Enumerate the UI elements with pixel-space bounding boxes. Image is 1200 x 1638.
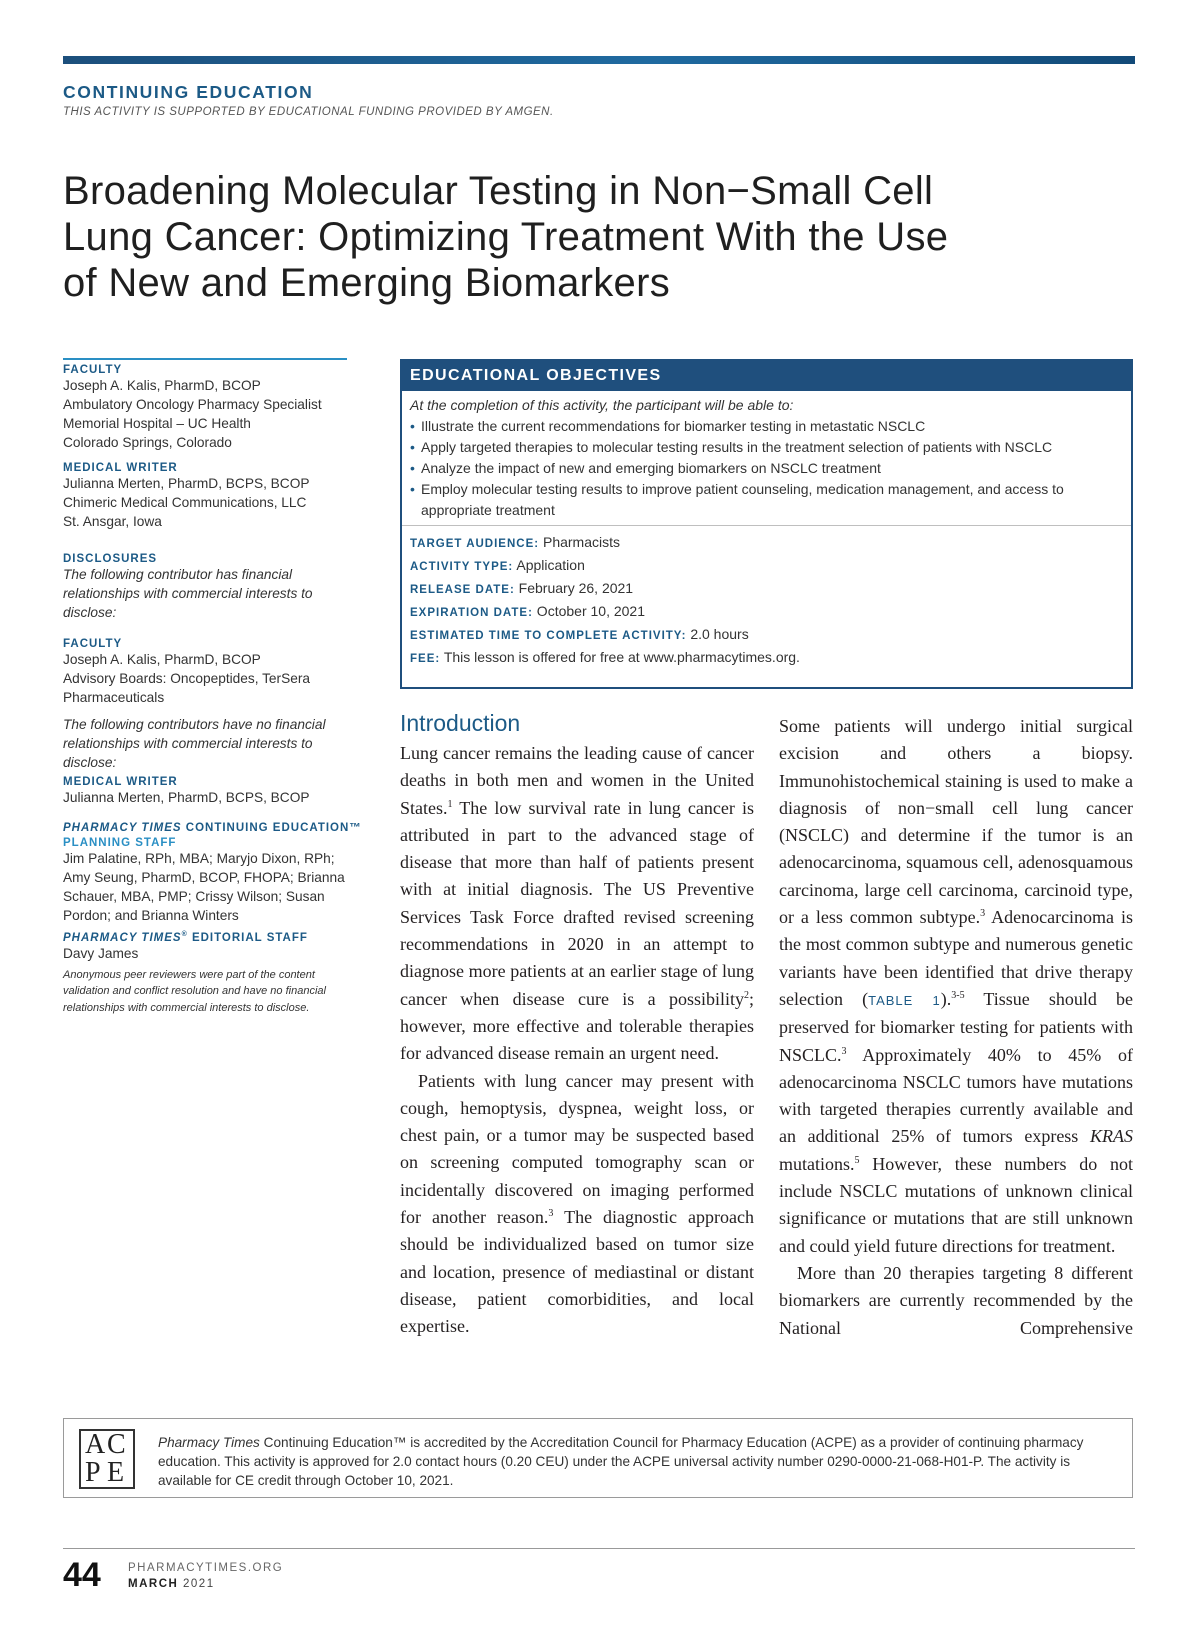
accreditation-text bbox=[158, 1433, 1098, 1490]
objectives-body bbox=[402, 391, 1131, 670]
sidebar-rule bbox=[63, 358, 347, 360]
expiration-date bbox=[410, 601, 1121, 624]
footer-site: PHARMACYTIMES.ORG bbox=[128, 1562, 284, 1574]
article-title bbox=[63, 168, 1143, 306]
faculty-heading: FACULTY bbox=[63, 364, 123, 376]
logo-letter: C bbox=[107, 1429, 126, 1460]
article-column-right bbox=[779, 713, 1133, 1342]
meta-value: This lesson is offered for free at www.pharmacytimes.org. bbox=[440, 649, 800, 665]
meta-label: EXPIRATION DATE: bbox=[410, 607, 533, 619]
objective-item: • Employ molecular testing results to improve patient counseling, medication management, and access to appropriate treatment bbox=[410, 479, 1121, 521]
disclosures-note: The following contributor has financial relationships with commercial interests to disclose: bbox=[63, 567, 313, 620]
text-run: The low survival rate in lung cancer is attributed in part to the advanced stage of disease that more than half of patients present with at initial diagnosis. The US Preventive Services Task Force drafted revised screening recommendations in 2020 in an attempt to diagnose more patients at an earlier stage of lung cancer when disease cure is a possibility bbox=[400, 797, 754, 1009]
target-audience bbox=[410, 532, 1121, 555]
activity-type bbox=[410, 555, 1121, 578]
paragraph-3 bbox=[779, 713, 1133, 1260]
text-run: Approximately 40% to 45% of adenocarcinoma NSCLC tumors have mutations with targeted therapies currently available and an additional 25% of tumors express bbox=[779, 1044, 1133, 1147]
title-line-2: Lung Cancer: Optimizing Treatment With the Use bbox=[63, 215, 949, 259]
header-rule bbox=[63, 56, 1135, 64]
title-line-3: of New and Emerging Biomarkers bbox=[63, 261, 671, 305]
writer-line: St. Ansgar, Iowa bbox=[63, 514, 162, 529]
objectives-intro: At the completion of this activity, the participant will be able to: bbox=[410, 397, 794, 413]
pt-ce-heading bbox=[63, 819, 363, 837]
acpe-logo bbox=[79, 1429, 135, 1489]
pt-ce-rest: CONTINUING EDUCATION™ bbox=[181, 822, 362, 834]
page-number: 44 bbox=[63, 1556, 101, 1594]
faculty-disclosure-line: Pharmaceuticals bbox=[63, 690, 165, 705]
faculty-disclosure-line: Joseph A. Kalis, PharmD, BCOP bbox=[63, 652, 261, 667]
logo-letter: E bbox=[107, 1457, 125, 1488]
disclosures-heading: DISCLOSURES bbox=[63, 553, 158, 565]
table-reference[interactable]: TABLE 1 bbox=[868, 992, 941, 1008]
text-run: Some patients will undergo initial surgical excision and others a biopsy. Immunohistochemical staining is used to make a diagnosis of non−small cell lung cancer (NSCLC) and determine if the tumor is an adenocarcinoma, squamous cell, adenosquamous carcinoma, large cell carcinoma, carcinoid type, or a less common subtype. bbox=[779, 716, 1133, 928]
citation: 3 bbox=[980, 908, 986, 920]
citation: 2 bbox=[743, 989, 749, 1001]
text-run: ; however, more effective and tolerable therapies for advanced disease remain an urgent need. bbox=[400, 988, 754, 1064]
planning-staff-heading: PLANNING STAFF bbox=[63, 837, 177, 849]
editorial-brand: PHARMACY TIMES bbox=[63, 931, 182, 944]
no-relationship-note: The following contributors have no financial relationships with commercial interests to disclose: bbox=[63, 717, 326, 770]
sidebar bbox=[63, 364, 363, 1016]
writer-disclosure-line: Julianna Merten, PharmD, BCPS, BCOP bbox=[63, 790, 310, 805]
meta-label: ACTIVITY TYPE: bbox=[410, 561, 514, 573]
writer-line: Chimeric Medical Communications, LLC bbox=[63, 495, 307, 510]
citation: 3 bbox=[548, 1208, 554, 1220]
faculty-line: Ambulatory Oncology Pharmacy Specialist bbox=[63, 397, 322, 412]
peer-review-note: Anonymous peer reviewers were part of the content validation and conflict resolution and have no financial relationships with commercial interests to disclose. bbox=[63, 968, 326, 1014]
footer-month: MARCH bbox=[128, 1578, 179, 1590]
registered-mark: ® bbox=[181, 931, 188, 938]
text-run: mutations. bbox=[779, 1153, 855, 1174]
writer-heading: MEDICAL WRITER bbox=[63, 462, 178, 474]
meta-value: Pharmacists bbox=[539, 534, 621, 550]
brand-name: Pharmacy Times bbox=[158, 1435, 260, 1450]
writer-line: Julianna Merten, PharmD, BCPS, BCOP bbox=[63, 476, 310, 491]
meta-value: February 26, 2021 bbox=[514, 580, 634, 596]
text-run: Continuing Education™ is accredited by the Accreditation Council for Pharmacy Education (ACPE) as a provider of continuing pharmacy education. This activity is approved for 2.0 contact hours (0.20 CEU) under the ACPE universal activity number 0290-0000-21-068-H01-P. The activity is available for CE credit through October 10, 2021. bbox=[158, 1435, 1084, 1488]
meta-value: 2.0 hours bbox=[686, 626, 749, 642]
gene-name: KRAS bbox=[1090, 1126, 1133, 1147]
introduction-heading: Introduction bbox=[400, 710, 521, 736]
release-date bbox=[410, 578, 1121, 601]
text-run: However, these numbers do not include NSCLC mutations of unknown clinical significance or mutations that are still unknown and could yield future directions for treatment. bbox=[779, 1153, 1133, 1256]
citation: 3-5 bbox=[951, 989, 965, 1001]
article-column-left bbox=[400, 740, 754, 1341]
objectives-list bbox=[410, 416, 1121, 521]
section-label: CONTINUING EDUCATION bbox=[63, 82, 314, 102]
funding-note: THIS ACTIVITY IS SUPPORTED BY EDUCATIONAL FUNDING PROVIDED BY AMGEN. bbox=[63, 106, 554, 118]
writer-disclosure-heading: MEDICAL WRITER bbox=[63, 776, 178, 788]
fee bbox=[410, 647, 1121, 670]
paragraph-1 bbox=[400, 740, 754, 1068]
objective-item: • Apply targeted therapies to molecular testing results in the treatment selection of patients with NSCLC bbox=[410, 437, 1121, 458]
footer-year: 2021 bbox=[178, 1578, 215, 1590]
footer-date bbox=[128, 1578, 215, 1590]
faculty-disclosure-line: Advisory Boards: Oncopeptides, TerSera bbox=[63, 671, 311, 686]
meta-value: October 10, 2021 bbox=[532, 603, 645, 619]
objective-item: • Analyze the impact of new and emerging biomarkers on NSCLC treatment bbox=[410, 458, 1121, 479]
accreditation-box bbox=[63, 1418, 1133, 1498]
editorial-name: Davy James bbox=[63, 945, 139, 961]
text-run: The diagnostic approach should be individualized based on tumor size and location, presence of mediastinal or distant disease, patient comorbidities, and local expertise. bbox=[400, 1207, 754, 1337]
faculty-line: Colorado Springs, Colorado bbox=[63, 435, 232, 450]
citation: 3 bbox=[841, 1045, 847, 1057]
text-run: ). bbox=[940, 988, 952, 1009]
text-run: Patients with lung cancer may present with cough, hemoptysis, dyspnea, weight loss, or chest pain, or a tumor may be suspected based on screening computed tomography scan or incidentally discovered on imaging performed for another reason. bbox=[400, 1070, 754, 1228]
logo-letter: A bbox=[85, 1429, 106, 1460]
completion-time bbox=[410, 624, 1121, 647]
editorial-rest: EDITORIAL STAFF bbox=[187, 931, 308, 944]
text-run: Tissue should be preserved for biomarker testing for patients with NSCLC. bbox=[779, 988, 1133, 1065]
paragraph-2 bbox=[400, 1068, 754, 1341]
editorial-heading bbox=[63, 931, 363, 944]
citation: 1 bbox=[447, 798, 453, 810]
meta-label: FEE: bbox=[410, 653, 441, 665]
meta-value: Application bbox=[513, 557, 585, 573]
meta-label: RELEASE DATE: bbox=[410, 584, 515, 596]
faculty-disclosure-heading: FACULTY bbox=[63, 638, 123, 650]
objectives-heading: EDUCATIONAL OBJECTIVES bbox=[402, 361, 1131, 391]
citation: 5 bbox=[854, 1154, 860, 1166]
footer-rule bbox=[63, 1548, 1135, 1549]
text-run: Lung cancer remains the leading cause of cancer deaths in both men and women in the United States. bbox=[400, 743, 754, 818]
meta-label: ESTIMATED TIME TO COMPLETE ACTIVITY: bbox=[410, 630, 687, 642]
pt-ce-brand: PHARMACY TIMES bbox=[63, 822, 182, 834]
objectives-divider bbox=[402, 525, 1131, 526]
meta-label: TARGET AUDIENCE: bbox=[410, 538, 540, 550]
planning-staff-list: Jim Palatine, RPh, MBA; Maryjo Dixon, RPh; Amy Seung, PharmD, BCOP, FHOPA; Brianna Schauer, MBA, PMP; Crissy Wilson; Susan Pordon; and Brianna Winters bbox=[63, 851, 345, 923]
faculty-line: Joseph A. Kalis, PharmD, BCOP bbox=[63, 378, 261, 393]
title-line-1: Broadening Molecular Testing in Non−Small Cell bbox=[63, 169, 934, 213]
objective-item: • Illustrate the current recommendations for biomarker testing in metastatic NSCLC bbox=[410, 416, 1121, 437]
objectives-box bbox=[400, 359, 1133, 689]
faculty-line: Memorial Hospital – UC Health bbox=[63, 416, 251, 431]
paragraph-4: More than 20 therapies targeting 8 different biomarkers are currently recommended by the National Comprehensive bbox=[779, 1262, 1133, 1338]
logo-letter: P bbox=[85, 1457, 101, 1488]
text-run: Adenocarcinoma is the most common subtype and numerous genetic variants have been identified that drive therapy selection ( bbox=[779, 907, 1133, 1009]
